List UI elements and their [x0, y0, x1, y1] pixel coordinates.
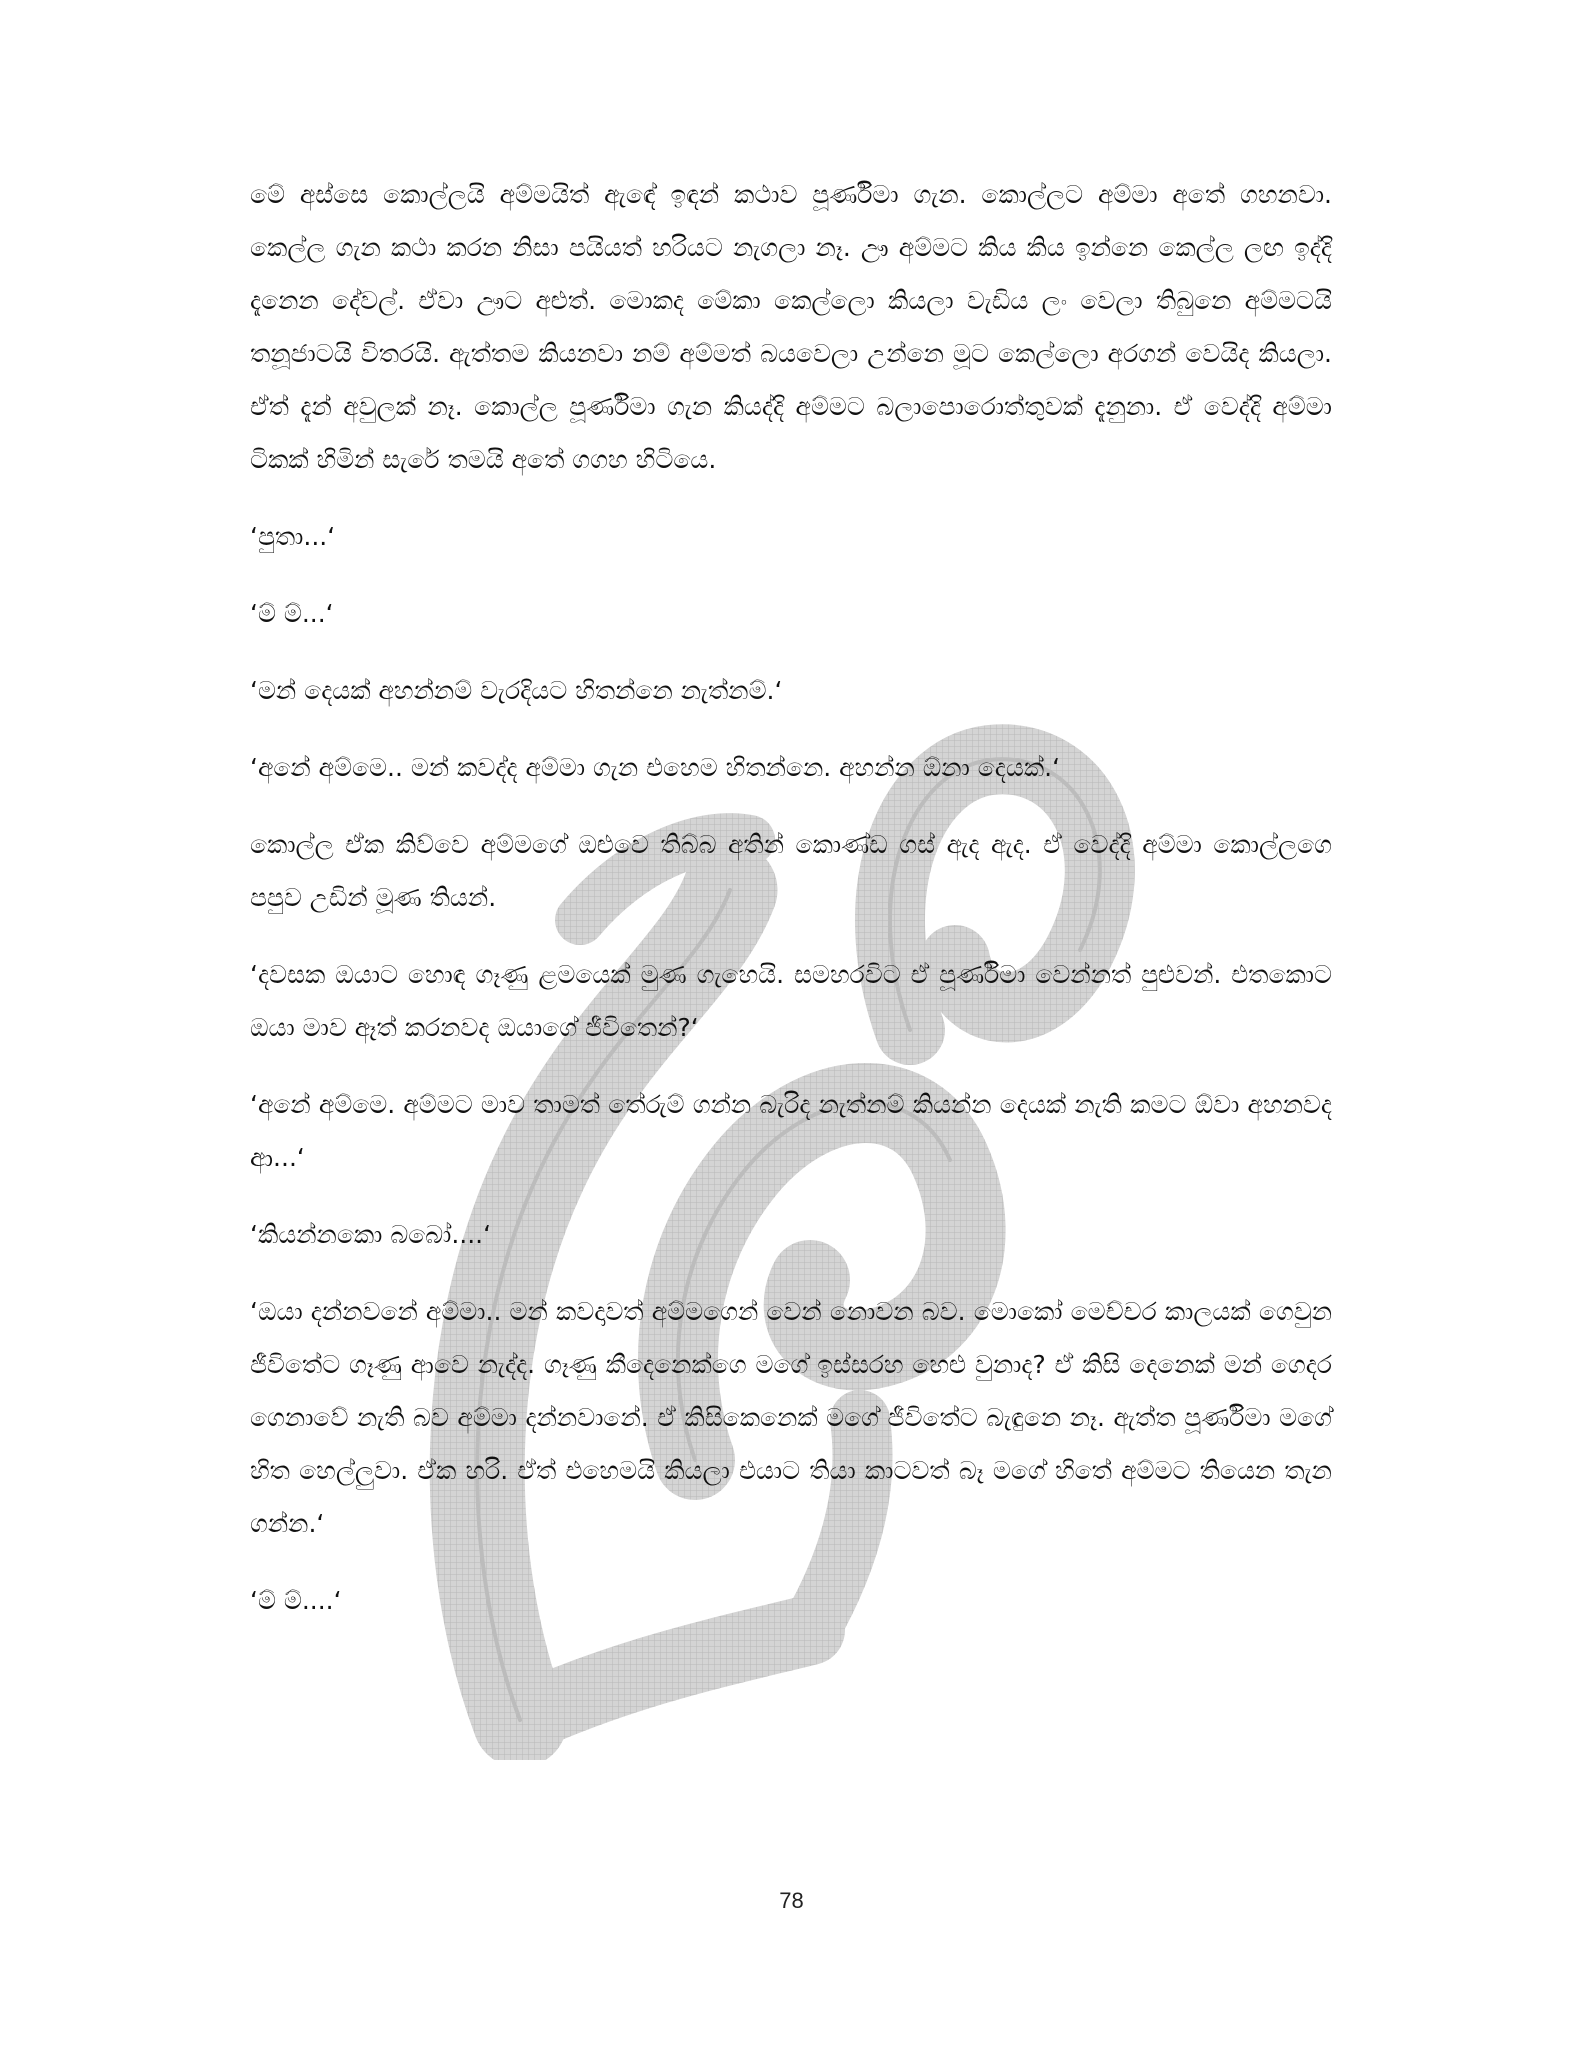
- dialogue-line: ‘ම් ම්...‘: [250, 599, 334, 628]
- page-number: 78: [779, 1888, 804, 1913]
- dialogue-line: ‘පුතා...‘: [250, 522, 336, 551]
- dialogue-line: ‘දවසක ඔයාට හොඳ ගෑණු ළමයෙක් මුණ ගැහෙයි. සමහරවිට ඒ පූර්ණිමා වෙන්නත් පුළුවන්. එතකොට ඔයා මාව ඈත් කරනවද ඔයාගේ ජීවිතෙන්?‘: [250, 960, 1332, 1042]
- dialogue-line: ‘අනේ අම්මෙ. අම්මට මාව තාමත් තේරුම් ගන්න බැරිද නැත්නම් කියන්න දෙයක් නැති කමට ඕවා අහනවද ආ...‘: [250, 1090, 1332, 1172]
- dialogue-line: ‘ම් ම්....‘: [250, 1586, 342, 1615]
- dialogue-line: ‘කියන්නකො බබෝ....‘: [250, 1220, 492, 1249]
- body-text: [250, 168, 1332, 1651]
- paragraph: කොල්ල ඒක කිව්වෙ අම්මගේ ඔළුවෙ තිබ්බ අතින් කොණ්ඩ ගස් ඇද ඇද. ඒ වෙද්දි අම්මා කොල්ලගෙ පපුව උඩින් මූණ තියන්.: [250, 830, 1332, 912]
- dialogue-line: ‘ඔයා දන්නවනේ අම්මා.. මන් කවදාවත් අම්මගෙන් වෙන් නොවන බව. මොකෝ මෙච්චර කාලයක් ගෙවුන ජීවිතේට ගෑණු ආවෙ නැද්ද. ගෑණු කීදෙනෙක්ගෙ මගේ ඉස්සරහ හෙළු වුනාද? ඒ කිසි දෙනෙක් මන් ගෙදර ගෙනාවේ නැති බව අම්මා දන්නවානේ. ඒ කිසිකෙනෙක් මගේ ජීවිතේට බැඳුනෙ නෑ. ඇත්ත පූර්ණිමා මගේ හිත හෙල්ලුවා. ඒක හරි. ඒත් එහෙමයි කියලා එයාට තියා කාටවත් බෑ මගේ හිතේ අම්මට තියෙන තැන ගන්න.‘: [250, 1297, 1332, 1538]
- dialogue-line: ‘අනේ අම්මෙ.. මන් කවද්ද අම්මා ගැන එහෙම හිතන්නෙ. අහන්න ඕනා දෙයක්.‘: [250, 753, 1061, 782]
- dialogue-line: ‘මන් දෙයක් අහන්නම් වැරදියට හිතන්නෙ නැත්නම්.‘: [250, 676, 783, 705]
- paragraph: මේ අස්සෙ කොල්ලයි අම්මයිත් ඇඳේ ඉඳන් කථාව පූර්ණිමා ගැන. කොල්ලට අම්මා අතේ ගහනවා. කෙල්ල ගැන කථා කරන නිසා පයියත් හරියට නැගලා නෑ. ඌ අම්මට කිය කිය ඉන්නෙ කෙල්ල ලඟ ඉද්දි දැනෙන දේවල්. ඒවා ඌට අළුත්. මොකද මේකා කෙල්ලො කියලා වැඩිය ලං වෙලා තිබුනෙ අම්මටයි තනූජාටයි විතරයි. ඇත්තම කියනවා නම් අම්මත් බයවෙලා උන්නෙ මූට කෙල්ලො අරගන් වෙයිද කියලා. ඒත් දැන් අවුලක් නෑ. කොල්ල පූර්ණිමා ගැන කියද්දි අම්මට බලාපොරොත්තුවක් දැනුනා. ඒ වෙද්දි අම්මා ටිකක් හිමින් සැරේ තමයි අතේ ගගහ හිටියෙ.: [250, 180, 1332, 474]
